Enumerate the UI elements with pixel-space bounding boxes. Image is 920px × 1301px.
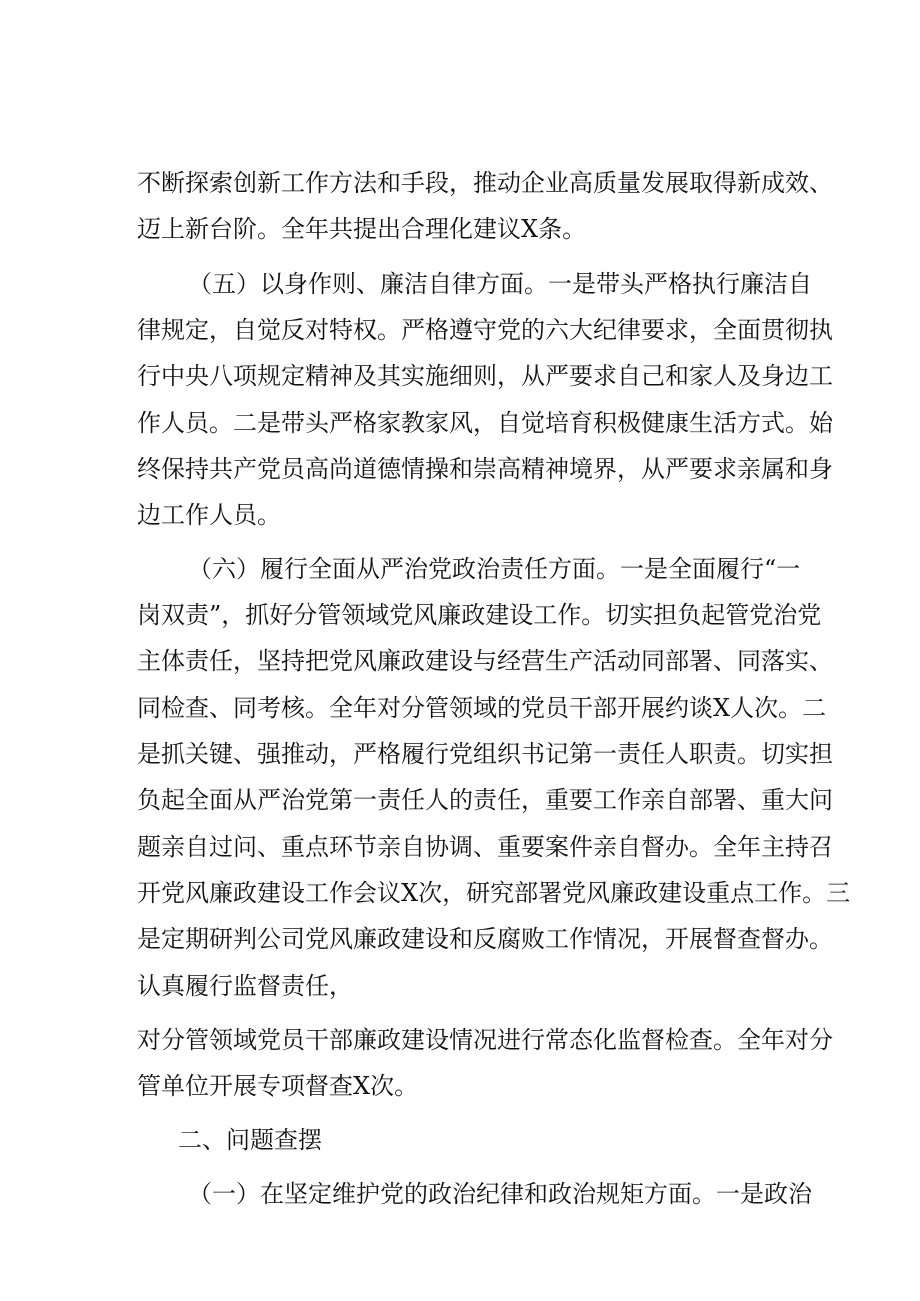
body-text-line: 同检查、同考核。全年对分管领域的党员干部开展约谈X人次。二 xyxy=(137,694,827,722)
body-text-line: 是抓关键、强推动，严格履行党组织书记第一责任人职责。切实担 xyxy=(137,740,833,768)
section-heading-line: （六）履行全面从严治党政治责任方面。一是全面履行“一 xyxy=(188,555,801,583)
body-text-line: 管单位开展专项督查X次。 xyxy=(137,1072,419,1100)
body-text-line: 对分管领域党员干部廉政建设情况进行常态化监督检查。全年对分 xyxy=(137,1026,833,1054)
body-text-line: 认真履行监督责任， xyxy=(137,972,353,1000)
body-text-line: 岗双责”，抓好分管领域党风廉政建设工作。切实担负起管党治党 xyxy=(137,601,822,629)
body-text-line: 题亲自过问、重点环节亲自协调、重要案件亲自督办。全年主持召 xyxy=(137,833,833,861)
body-text-line: 迈上新台阶。全年共提出合理化建议X条。 xyxy=(137,215,587,243)
body-text-line: 主体责任，坚持把党风廉政建设与经营生产活动同部署、同落实、 xyxy=(137,647,833,675)
body-text-line: 不断探索创新工作方法和手段，推动企业高质量发展取得新成效、 xyxy=(137,169,833,197)
body-text-line: 负起全面从严治党第一责任人的责任，重要工作亲自部署、重大问 xyxy=(137,786,833,814)
body-text-line: 作人员。二是带头严格家教家风，自觉培育积极健康生活方式。始 xyxy=(137,409,833,437)
body-text-line: 律规定，自觉反对特权。严格遵守党的六大纪律要求，全面贯彻执 xyxy=(137,316,833,344)
body-text-line: 边工作人员。 xyxy=(137,501,281,529)
body-text-line: 行中央八项规定精神及其实施细则，从严要求自己和家人及身边工 xyxy=(137,362,833,390)
chapter-heading: 二、问题查摆 xyxy=(178,1126,322,1154)
body-text-line: 开党风廉政建设工作会议X次，研究部署党风廉政建设重点工作。三 xyxy=(137,879,851,907)
body-text-line: 是定期研判公司党风廉政建设和反腐败工作情况，开展督查督办。 xyxy=(137,925,833,953)
body-text-line: 终保持共产党员高尚道德情操和崇高精神境界，从严要求亲属和身 xyxy=(137,455,833,483)
section-heading-line: （一）在坚定维护党的政治纪律和政治规矩方面。一是政治 xyxy=(188,1180,812,1208)
section-heading-line: （五）以身作则、廉洁自律方面。一是带头严格执行廉洁自 xyxy=(188,270,812,298)
